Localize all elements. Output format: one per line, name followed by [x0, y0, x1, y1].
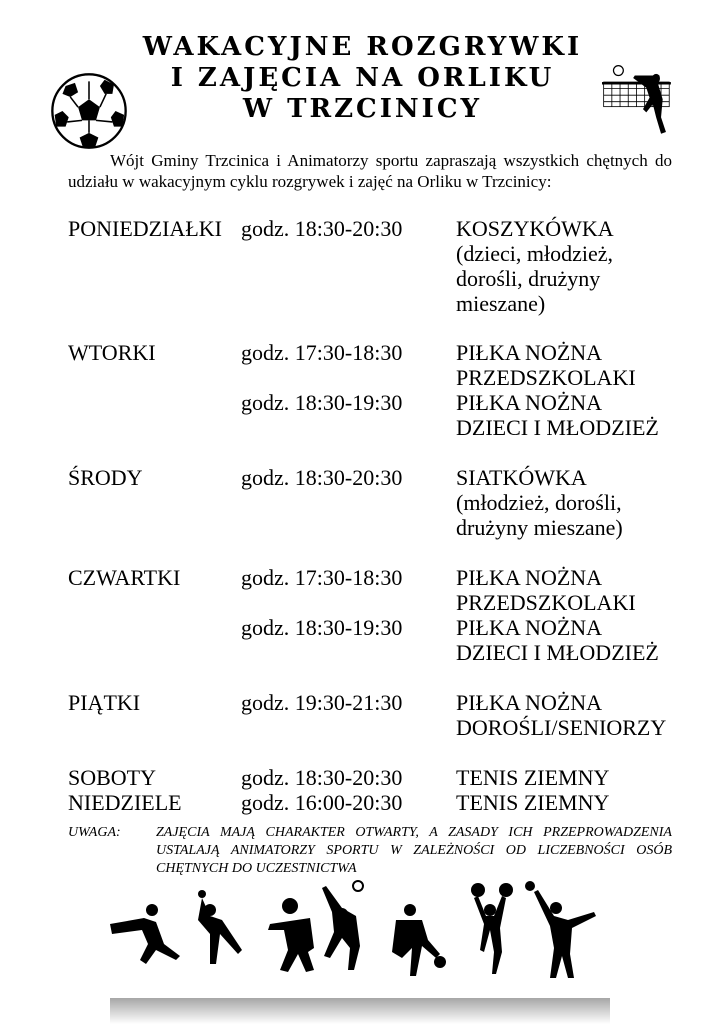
schedule-day: WTORKI — [68, 340, 156, 365]
schedule-activity: PIŁKA NOŻNA PRZEDSZKOLAKI — [456, 565, 636, 615]
schedule-row-sunday — [68, 790, 688, 815]
schedule-day: ŚRODY — [68, 465, 143, 490]
schedule-day: CZWARTKI — [68, 565, 181, 590]
title-line-1: WAKACYJNE ROZGRYWKI — [142, 32, 583, 62]
intro-paragraph: Wójt Gminy Trzcinica i Animatorzy sportu zapraszają wszystkich chętnych do udziału w wakacyjnym cyklu rozgrywek i zajęć na Orliku w Trzcinicy: — [68, 151, 672, 191]
schedule-activity: SIATKÓWKA (młodzież, dorośli, drużyny mieszane) — [456, 465, 623, 540]
schedule-day — [68, 615, 241, 665]
schedule-time: godz. 17:30-18:30 — [241, 340, 403, 365]
schedule-row-tuesday-1 — [68, 340, 688, 390]
schedule-time: godz. 17:30-18:30 — [241, 565, 403, 590]
schedule-time: godz. 16:00-20:30 — [241, 790, 403, 815]
schedule-row-wednesday — [68, 465, 688, 540]
schedule-activity: PIŁKA NOŻNA DOROŚLI/SENIORZY — [456, 690, 667, 740]
schedule-row-monday — [68, 216, 688, 316]
schedule-day: SOBOTY — [68, 765, 157, 790]
schedule-time: godz. 18:30-20:30 — [241, 465, 403, 490]
schedule-day: PONIEDZIAŁKI — [68, 216, 222, 241]
title-line-2: I ZAJĘCIA NA ORLIKU — [170, 63, 555, 93]
schedule-row-saturday — [68, 765, 688, 790]
schedule-day: PIĄTKI — [68, 690, 141, 715]
schedule-time: godz. 18:30-20:30 — [241, 216, 403, 241]
soccer-ball-icon — [50, 72, 128, 150]
schedule-time: godz. 18:30-19:30 — [241, 615, 403, 640]
schedule-row-friday — [68, 690, 688, 740]
schedule-time: godz. 19:30-21:30 — [241, 690, 403, 715]
schedule-time: godz. 18:30-20:30 — [241, 765, 403, 790]
schedule-row-thursday-1 — [68, 565, 688, 615]
schedule-day: NIEDZIELE — [68, 790, 182, 815]
schedule-time: godz. 18:30-19:30 — [241, 390, 403, 415]
schedule-activity: PIŁKA NOŻNA DZIECI I MŁODZIEŻ — [456, 615, 659, 665]
note-label: UWAGA: — [68, 825, 121, 840]
schedule-activity: KOSZYKÓWKA (dzieci, młodzież, dorośli, drużyny mieszane) — [456, 216, 614, 316]
sports-silhouettes-icon — [110, 880, 610, 1024]
schedule-table — [68, 210, 688, 815]
schedule-row-thursday-2 — [68, 615, 688, 665]
schedule-activity: TENIS ZIEMNY — [456, 765, 610, 790]
schedule-day — [68, 390, 241, 440]
schedule-activity: TENIS ZIEMNY — [456, 790, 610, 815]
title-line-3: W TRZCINICY — [242, 94, 483, 124]
schedule-row-tuesday-2 — [68, 390, 688, 440]
schedule-activity: PIŁKA NOŻNA DZIECI I MŁODZIEŻ — [456, 390, 659, 440]
volleyball-player-icon — [600, 64, 686, 146]
note-text: ZAJĘCIA MAJĄ CHARAKTER OTWARTY, A ZASADY ICH PRZEPROWADZENIA USTALAJĄ ANIMATORZY SPORTU W ZALEŻNOŚCI OD LICZEBNOŚCI OSÓB CHĘTNYCH DO UCZESTNICTWA — [156, 825, 672, 876]
note-block — [68, 824, 672, 878]
schedule-activity: PIŁKA NOŻNA PRZEDSZKOLAKI — [456, 340, 636, 390]
